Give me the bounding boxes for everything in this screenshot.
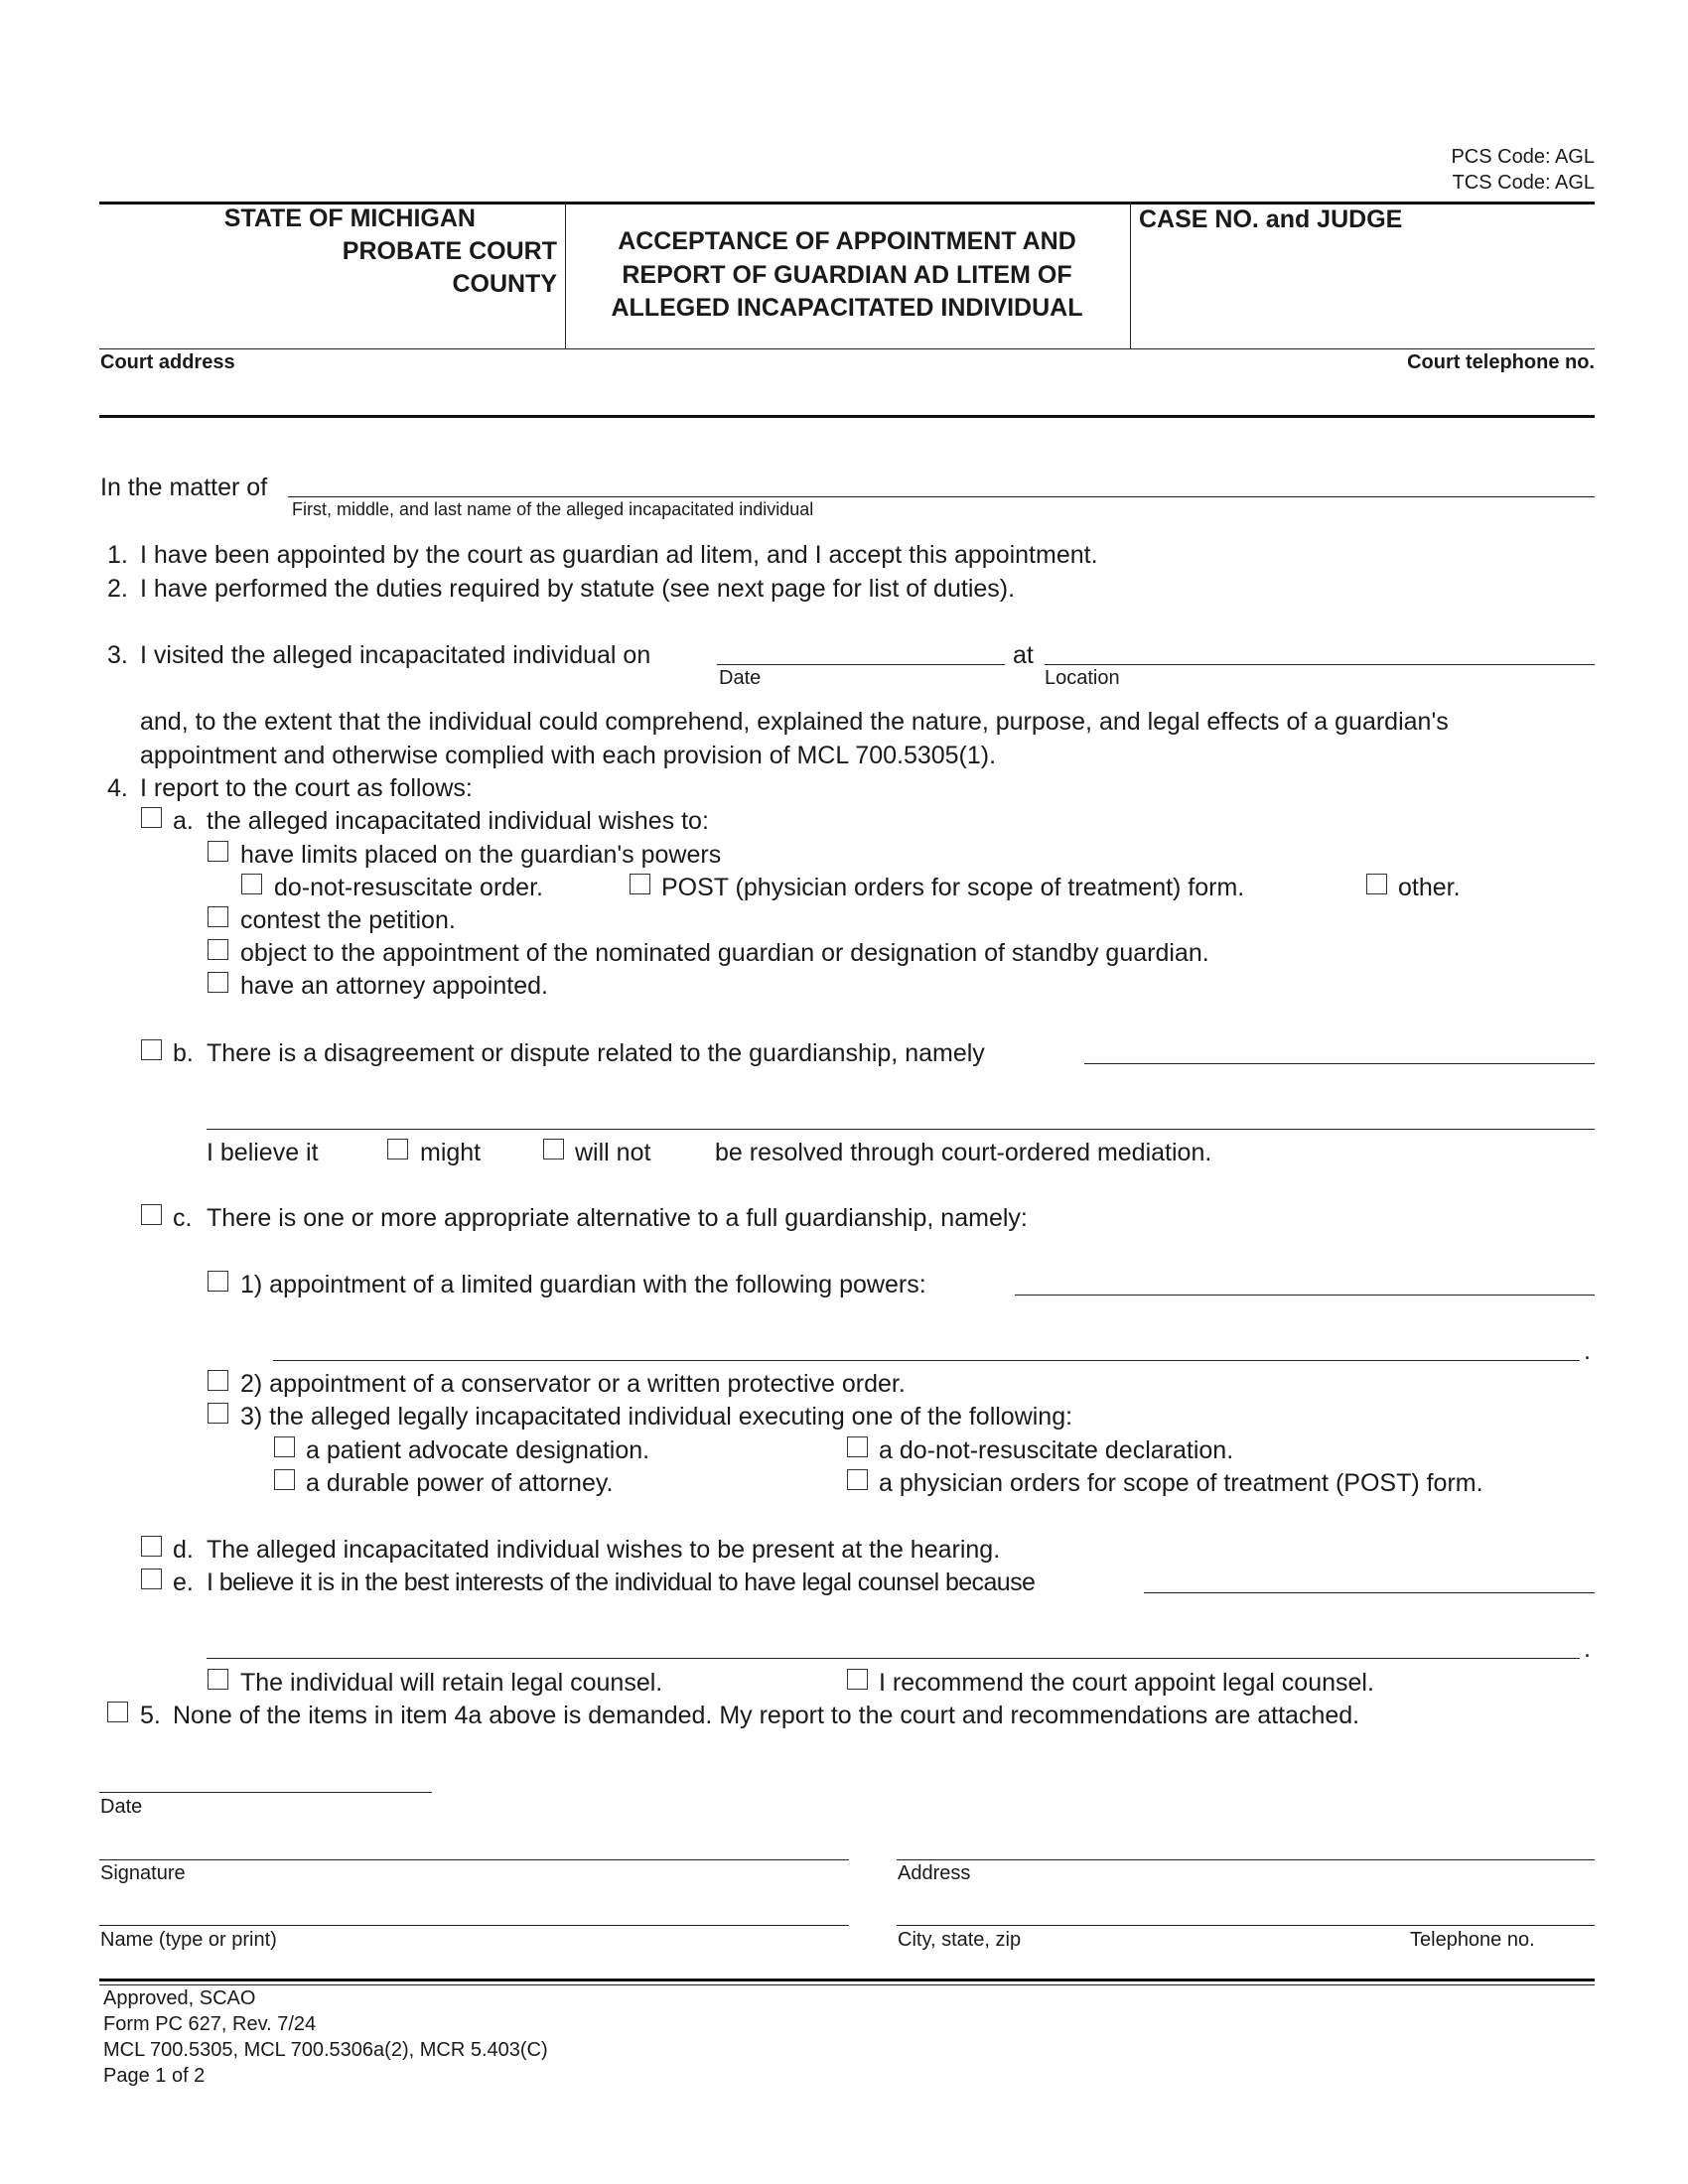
executing-documents-checkbox[interactable]: [208, 1403, 228, 1424]
other-checkbox[interactable]: [1366, 874, 1387, 894]
other-label: other.: [1398, 874, 1461, 901]
limited-powers-field-line1[interactable]: [1015, 1295, 1595, 1296]
item3-number: 3.: [107, 641, 128, 669]
recommend-counsel-label: I recommend the court appoint legal counsel.: [879, 1669, 1374, 1697]
item4c-checkbox[interactable]: [141, 1204, 162, 1225]
name-field[interactable]: [99, 1925, 849, 1926]
header-divider-left: [565, 202, 566, 348]
address-field[interactable]: [897, 1859, 1595, 1860]
footer-approved: Approved, SCAO: [103, 1987, 256, 2009]
item4e-checkbox[interactable]: [141, 1569, 162, 1589]
recommend-counsel-checkbox[interactable]: [847, 1669, 868, 1690]
attorney-appointed-checkbox[interactable]: [208, 972, 228, 993]
might-label: might: [420, 1139, 482, 1166]
dispute-field-line1[interactable]: [1084, 1063, 1595, 1064]
header-divider-right: [1130, 202, 1131, 348]
post-form-label: POST (physician orders for scope of treatment) form.: [661, 874, 1245, 901]
signature-field[interactable]: [99, 1859, 849, 1860]
state-name: STATE OF MICHIGAN: [223, 205, 476, 232]
retain-counsel-label: The individual will retain legal counsel.: [240, 1669, 663, 1697]
item4b-text: There is a disagreement or dispute related to the guardianship, namely: [207, 1039, 985, 1067]
item4a-checkbox[interactable]: [141, 807, 162, 828]
retain-counsel-checkbox[interactable]: [208, 1669, 228, 1690]
item4c-text: There is one or more appropriate alternative to a full guardianship, namely:: [207, 1204, 1028, 1232]
tcs-code: TCS Code: AGL: [1452, 172, 1595, 194]
contest-petition-label: contest the petition.: [240, 906, 456, 934]
form-title-line2: REPORT OF GUARDIAN AD LITEM OF: [622, 261, 1072, 289]
item5-text: None of the items in item 4a above is demanded. My report to the court and recommendations are attached.: [173, 1702, 1360, 1729]
post-order-label: a physician orders for scope of treatment (POST) form.: [879, 1469, 1483, 1497]
matter-name-field[interactable]: [288, 496, 1595, 497]
limited-powers-field-line2[interactable]: [273, 1360, 1580, 1361]
court-address-label: Court address: [100, 351, 235, 373]
item3-continuation-1: and, to the extent that the individual could comprehend, explained the nature, purpose, and legal effects of a guardian's: [140, 708, 1449, 736]
item4-number: 4.: [107, 774, 128, 802]
item1-number: 1.: [107, 541, 128, 569]
item3-text: I visited the alleged incapacitated individual on: [140, 641, 651, 669]
limited-guardian-checkbox[interactable]: [208, 1271, 228, 1292]
item4d-text: The alleged incapacitated individual wishes to be present at the hearing.: [207, 1536, 1001, 1564]
item4a-text: the alleged incapacitated individual wishes to:: [207, 807, 709, 835]
counsel-reason-field-line1[interactable]: [1144, 1592, 1595, 1593]
dispute-field-line2[interactable]: [207, 1129, 1595, 1130]
post-order-checkbox[interactable]: [847, 1469, 868, 1490]
case-number-label: CASE NO. and JUDGE: [1139, 205, 1403, 233]
item3-continuation-2: appointment and otherwise complied with each provision of MCL 700.5305(1).: [140, 742, 997, 769]
dnr-order-checkbox[interactable]: [241, 874, 262, 894]
attorney-appointed-label: have an attorney appointed.: [240, 972, 548, 1000]
signature-label: Signature: [100, 1862, 186, 1884]
court-telephone-label: Court telephone no.: [1407, 351, 1595, 373]
counsel-reason-field-line2[interactable]: [207, 1658, 1580, 1659]
visit-date-field[interactable]: [717, 664, 1005, 665]
conservator-checkbox[interactable]: [208, 1370, 228, 1391]
item4d-checkbox[interactable]: [141, 1536, 162, 1557]
item2-number: 2.: [107, 575, 128, 603]
pcs-code: PCS Code: AGL: [1451, 146, 1595, 168]
will-not-label: will not: [575, 1139, 651, 1166]
footer-page-number: Page 1 of 2: [103, 2065, 206, 2087]
visit-date-caption: Date: [719, 667, 762, 689]
durable-poa-checkbox[interactable]: [274, 1469, 295, 1490]
might-checkbox[interactable]: [387, 1139, 408, 1160]
matter-label: In the matter of: [100, 474, 268, 501]
form-title-line1: ACCEPTANCE OF APPOINTMENT AND: [618, 227, 1076, 255]
item4-text: I report to the court as follows:: [140, 774, 473, 802]
dnr-declaration-checkbox[interactable]: [847, 1436, 868, 1457]
address-label: Address: [898, 1862, 971, 1884]
form-title-line3: ALLEGED INCAPACITATED INDIVIDUAL: [611, 294, 1083, 322]
counsel-reason-period: .: [1584, 1635, 1591, 1663]
item5-number: 5.: [140, 1702, 161, 1729]
item4e-letter: e.: [173, 1569, 194, 1596]
item1-text: I have been appointed by the court as guardian ad litem, and I accept this appointment.: [140, 541, 1098, 569]
object-appointment-checkbox[interactable]: [208, 939, 228, 960]
footer-statutes: MCL 700.5305, MCL 700.5306a(2), MCR 5.403(C): [103, 2039, 548, 2061]
footer-form-number: Form PC 627, Rev. 7/24: [103, 2013, 317, 2035]
mediation-resolved-label: be resolved through court-ordered mediation.: [715, 1139, 1212, 1166]
item2-text: I have performed the duties required by statute (see next page for list of duties).: [140, 575, 1016, 603]
mediation-believe-label: I believe it: [207, 1139, 319, 1166]
item4a-letter: a.: [173, 807, 194, 835]
dnr-order-label: do-not-resuscitate order.: [274, 874, 543, 901]
patient-advocate-label: a patient advocate designation.: [306, 1436, 650, 1464]
city-state-zip-label: City, state, zip: [898, 1929, 1022, 1951]
limited-powers-period: .: [1584, 1337, 1591, 1365]
limited-guardian-label: 1) appointment of a limited guardian with the following powers:: [240, 1271, 926, 1298]
contest-petition-checkbox[interactable]: [208, 906, 228, 927]
name-label: Name (type or print): [100, 1929, 277, 1951]
city-state-zip-field[interactable]: [897, 1925, 1595, 1926]
item4d-letter: d.: [173, 1536, 194, 1564]
visit-location-field[interactable]: [1045, 664, 1595, 665]
court-address-rule: [99, 415, 1595, 418]
item5-checkbox[interactable]: [107, 1702, 128, 1722]
post-form-checkbox[interactable]: [630, 874, 650, 894]
footer-rule-thin: [99, 1984, 1595, 1985]
item4e-text: I believe it is in the best interests of the individual to have legal counsel because: [207, 1569, 1036, 1596]
limits-label: have limits placed on the guardian's powers: [240, 841, 722, 869]
telephone-label: Telephone no.: [1410, 1929, 1535, 1951]
limits-checkbox[interactable]: [208, 841, 228, 862]
visit-location-caption: Location: [1045, 667, 1120, 689]
matter-name-caption: First, middle, and last name of the alleged incapacitated individual: [292, 499, 814, 519]
court-name: PROBATE COURT: [342, 237, 557, 265]
item4c-letter: c.: [173, 1204, 193, 1232]
patient-advocate-checkbox[interactable]: [274, 1436, 295, 1457]
will-not-checkbox[interactable]: [543, 1139, 564, 1160]
conservator-label: 2) appointment of a conservator or a written protective order.: [240, 1370, 906, 1398]
county-label: COUNTY: [452, 270, 557, 298]
item3-at: at: [1013, 641, 1034, 669]
dnr-declaration-label: a do-not-resuscitate declaration.: [879, 1436, 1234, 1464]
item4b-checkbox[interactable]: [141, 1039, 162, 1060]
durable-poa-label: a durable power of attorney.: [306, 1469, 614, 1497]
footer-rule: [99, 1979, 1595, 1981]
date-label: Date: [100, 1796, 143, 1818]
object-appointment-label: object to the appointment of the nominated guardian or designation of standby guardian.: [240, 939, 1209, 967]
date-field[interactable]: [99, 1792, 432, 1793]
header-bottom-rule: [99, 348, 1595, 349]
executing-documents-label: 3) the alleged legally incapacitated individual executing one of the following:: [240, 1403, 1073, 1431]
item4b-letter: b.: [173, 1039, 194, 1067]
